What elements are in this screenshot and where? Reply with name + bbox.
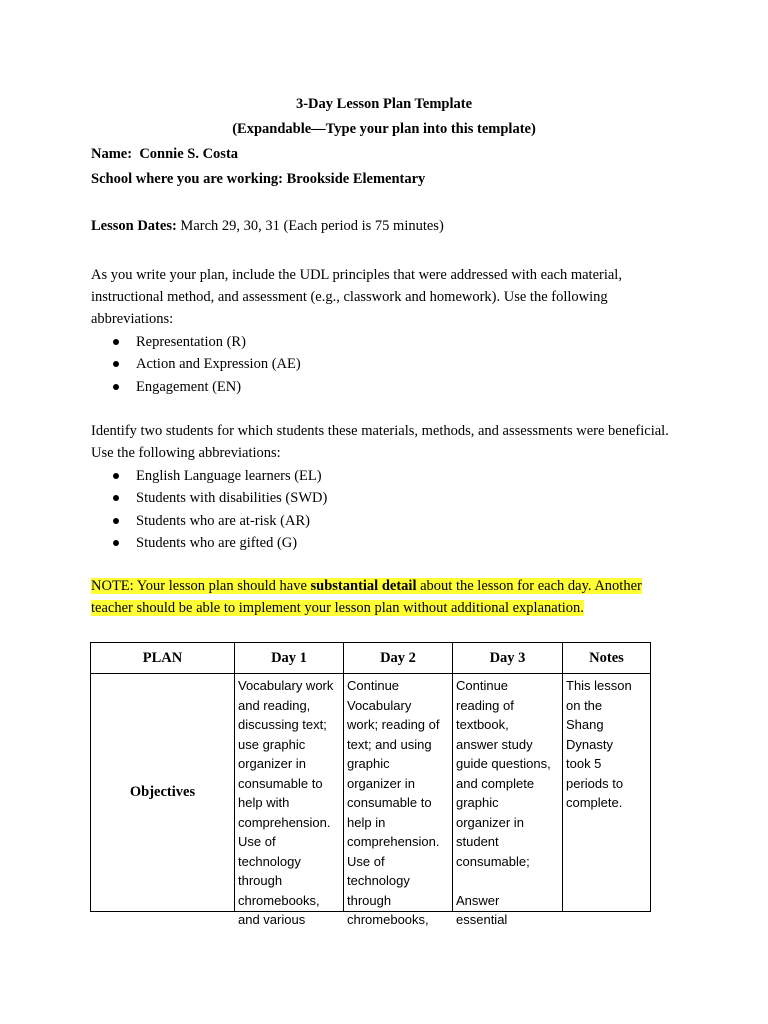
name-value: Connie S. Costa <box>139 146 239 162</box>
lesson-plan-table <box>90 642 651 927</box>
note-line2: teacher should be able to implement your lesson plan without additional explanation. <box>91 600 584 616</box>
cell-day-1-text: Vocabulary work and reading, discussing text; use graphic organizer in consumable to help with comprehension. Use of technology through chromebooks, and various <box>238 678 334 927</box>
name-label: Name: <box>91 146 133 162</box>
lesson-dates-label: Lesson Dates: <box>91 218 177 234</box>
document-title: 3-Day Lesson Plan Template <box>295 96 473 112</box>
note-bold: substantial detail <box>310 578 417 594</box>
cell-notes <box>563 674 651 912</box>
list-item: Students who are at-risk (AR) <box>91 510 327 532</box>
lesson-dates-value: March 29, 30, 31 (Each period is 75 minutes) <box>180 218 444 234</box>
cell-day-2-text: Continue Vocabulary work; reading of text; and using graphic organizer in consumable to help in comprehension. Use of technology through chromebooks, <box>347 678 440 927</box>
cell-day-3-text: Continue reading of textbook, answer study guide questions, and complete graphic organizer in student consumable; Answer essential <box>456 678 551 927</box>
header-day-1: Day 1 <box>235 643 344 674</box>
udl-list <box>91 331 301 398</box>
school-line <box>91 169 425 189</box>
cell-day-3 <box>453 674 563 927</box>
note-highlight-line1 <box>91 578 642 594</box>
school-value: Brookside Elementary <box>286 171 426 187</box>
list-item: Students who are gifted (G) <box>91 532 327 554</box>
note-prefix: NOTE: Your lesson plan should have <box>91 578 311 594</box>
header-day-2: Day 2 <box>344 643 453 674</box>
document-subtitle: (Expandable—Type your plan into this template) <box>232 121 536 137</box>
list-item: Representation (R) <box>91 331 301 353</box>
students-list <box>91 465 327 554</box>
table-row <box>91 674 651 912</box>
header-plan: PLAN <box>91 643 235 674</box>
cell-notes-text: This lesson on the Shang Dynasty took 5 periods to complete. <box>566 678 632 810</box>
name-line <box>91 144 238 164</box>
students-intro: Identify two students for which students these materials, methods, and assessments were beneficial. Use the following abbreviations: <box>91 423 669 461</box>
note-block <box>91 575 691 619</box>
list-item: English Language learners (EL) <box>91 465 327 487</box>
cell-day-1 <box>235 674 344 927</box>
list-item: Engagement (EN) <box>91 376 301 398</box>
header-day-3: Day 3 <box>453 643 563 674</box>
row-label-objectives: Objectives <box>91 674 235 912</box>
header-notes: Notes <box>563 643 651 674</box>
school-label: School where you are working: <box>91 171 283 187</box>
list-item: Students with disabilities (SWD) <box>91 487 327 509</box>
lesson-dates-line <box>91 216 444 236</box>
table-header-row <box>91 643 651 674</box>
list-item: Action and Expression (AE) <box>91 353 301 375</box>
note-suffix: about the lesson for each day. Another <box>416 578 642 594</box>
udl-intro: As you write your plan, include the UDL principles that were addressed with each material, instructional method, and assessment (e.g., classwork and homework). Use the following abbreviations: <box>91 267 622 327</box>
cell-day-2 <box>344 674 453 927</box>
